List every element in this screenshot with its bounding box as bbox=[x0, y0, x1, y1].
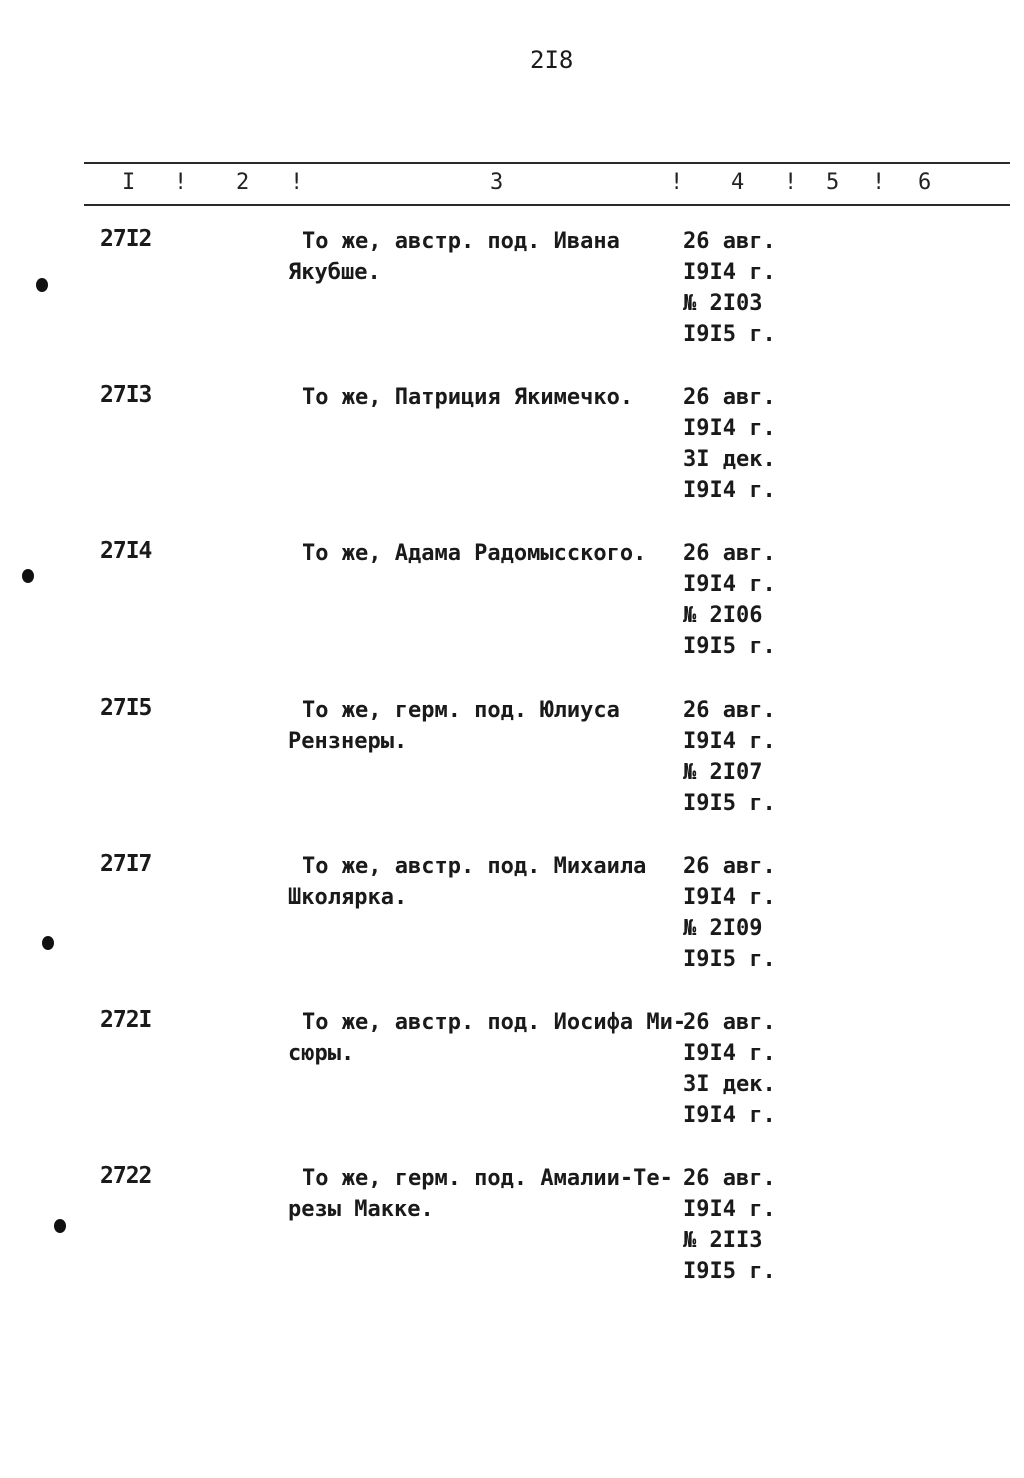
date-line: 26 авг. bbox=[683, 854, 776, 879]
date-line: I9I5 г. bbox=[683, 322, 776, 347]
date-line: I9I4 г. bbox=[683, 1197, 776, 1222]
column-header-3: 3 bbox=[490, 170, 504, 195]
column-header-1: I bbox=[122, 170, 136, 195]
table-header-top-rule bbox=[84, 162, 1010, 164]
column-separator: ! bbox=[784, 170, 798, 195]
description-line: сюры. bbox=[288, 1041, 355, 1066]
date-line: I9I5 г. bbox=[683, 634, 776, 659]
date-line: 26 авг. bbox=[683, 229, 776, 254]
table-row bbox=[0, 1163, 1024, 1293]
table-row bbox=[0, 1007, 1024, 1137]
description-line: Якубше. bbox=[288, 260, 381, 285]
description-line: То же, австр. под. Ивана bbox=[302, 229, 620, 254]
column-header-5: 5 bbox=[826, 170, 840, 195]
entry-number: 27I3 bbox=[100, 382, 152, 408]
date-line: 3I дек. bbox=[683, 1072, 776, 1097]
date-line: I9I4 г. bbox=[683, 260, 776, 285]
date-line: I9I4 г. bbox=[683, 478, 776, 503]
date-line: № 2I07 bbox=[683, 760, 763, 785]
date-line: I9I4 г. bbox=[683, 572, 776, 597]
description-line: То же, австр. под. Михаила bbox=[302, 854, 647, 879]
entry-description bbox=[288, 1007, 687, 1069]
table-header-bottom-rule bbox=[84, 204, 1010, 206]
date-line: I9I4 г. bbox=[683, 416, 776, 441]
entry-description bbox=[288, 538, 668, 569]
date-line: № 2II3 bbox=[683, 1228, 763, 1253]
entry-dates bbox=[683, 1007, 776, 1131]
column-header-6: 6 bbox=[918, 170, 932, 195]
column-separator: ! bbox=[872, 170, 886, 195]
description-line: То же, Адама Радомысского. bbox=[302, 541, 647, 566]
page-number: 2I8 bbox=[530, 46, 574, 74]
date-line: I9I4 г. bbox=[683, 729, 776, 754]
entry-number: 27I4 bbox=[100, 538, 152, 564]
description-line: Рензнеры. bbox=[288, 729, 408, 754]
date-line: 26 авг. bbox=[683, 385, 776, 410]
description-line: То же, герм. под. Юлиуса bbox=[302, 698, 620, 723]
date-line: 26 авг. bbox=[683, 1166, 776, 1191]
date-line: № 2I09 bbox=[683, 916, 763, 941]
entry-description bbox=[288, 1163, 673, 1225]
entry-dates bbox=[683, 382, 776, 506]
punch-hole bbox=[42, 936, 54, 950]
date-line: I9I4 г. bbox=[683, 885, 776, 910]
description-line: То же, герм. под. Амалии-Те- bbox=[302, 1166, 673, 1191]
punch-hole bbox=[54, 1219, 66, 1233]
table-row bbox=[0, 695, 1024, 825]
column-header-2: 2 bbox=[236, 170, 250, 195]
description-line: Школярка. bbox=[288, 885, 408, 910]
entry-dates bbox=[683, 1163, 776, 1287]
date-line: № 2I06 bbox=[683, 603, 763, 628]
column-header-4: 4 bbox=[731, 170, 745, 195]
entry-number: 2722 bbox=[100, 1163, 152, 1189]
entry-number: 272I bbox=[100, 1007, 152, 1033]
date-line: I9I5 г. bbox=[683, 947, 776, 972]
date-line: 3I дек. bbox=[683, 447, 776, 472]
entry-number: 27I2 bbox=[100, 226, 152, 252]
date-line: 26 авг. bbox=[683, 1010, 776, 1035]
date-line: № 2I03 bbox=[683, 291, 763, 316]
date-line: I9I4 г. bbox=[683, 1103, 776, 1128]
table-row bbox=[0, 851, 1024, 981]
date-line: I9I4 г. bbox=[683, 1041, 776, 1066]
entry-description bbox=[288, 382, 668, 413]
entry-number: 27I5 bbox=[100, 695, 152, 721]
punch-hole bbox=[22, 569, 34, 583]
entry-description bbox=[288, 226, 668, 288]
punch-hole bbox=[36, 278, 48, 292]
description-line: То же, австр. под. Иосифа Ми- bbox=[302, 1010, 687, 1035]
entry-dates bbox=[683, 695, 776, 819]
column-separator: ! bbox=[670, 170, 684, 195]
date-line: 26 авг. bbox=[683, 541, 776, 566]
entry-dates bbox=[683, 851, 776, 975]
entry-dates bbox=[683, 538, 776, 662]
entry-description bbox=[288, 695, 668, 757]
column-separator: ! bbox=[174, 170, 188, 195]
table-row bbox=[0, 382, 1024, 512]
table-row bbox=[0, 538, 1024, 668]
column-separator: ! bbox=[290, 170, 304, 195]
description-line: То же, Патриция Якимечко. bbox=[302, 385, 634, 410]
entry-description bbox=[288, 851, 668, 913]
date-line: 26 авг. bbox=[683, 698, 776, 723]
date-line: I9I5 г. bbox=[683, 791, 776, 816]
date-line: I9I5 г. bbox=[683, 1259, 776, 1284]
description-line: резы Макке. bbox=[288, 1197, 434, 1222]
entry-number: 27I7 bbox=[100, 851, 152, 877]
entry-dates bbox=[683, 226, 776, 350]
table-row bbox=[0, 226, 1024, 356]
